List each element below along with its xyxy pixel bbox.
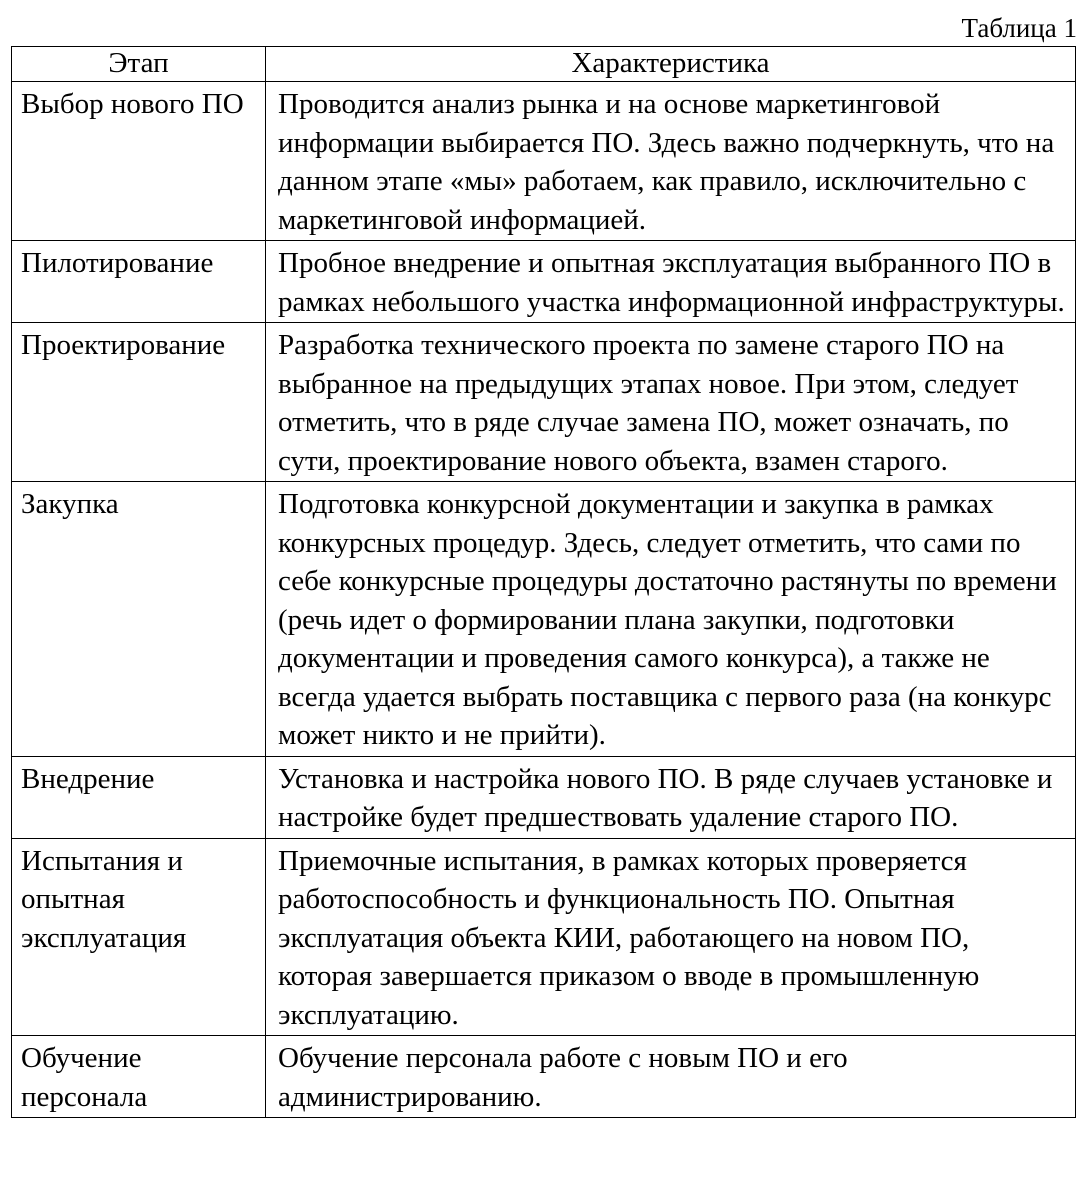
header-stage: Этап [12, 47, 266, 82]
table-caption: Таблица 1 [961, 13, 1077, 43]
characteristic-cell: Приемочные испытания, в рамках которых проверяется работоспособность и функциональность ПО. Опытная эксплуатация объекта КИИ, работающего на новом ПО, которая завершается приказом о вводе в промышленную эксплуатацию. [266, 838, 1076, 1036]
stages-table [11, 46, 1076, 1118]
table-row [12, 482, 1076, 757]
table-row [12, 756, 1076, 838]
characteristic-cell: Проводится анализ рынка и на основе маркетинговой информации выбирается ПО. Здесь важно подчеркнуть, что на данном этапе «мы» работаем, как правило, исключительно с маркетинговой информацией. [266, 82, 1076, 241]
table-row [12, 1036, 1076, 1118]
stage-cell: Закупка [12, 482, 266, 757]
stage-cell: Пилотирование [12, 241, 266, 323]
stage-cell: Проектирование [12, 323, 266, 482]
characteristic-cell: Подготовка конкурсной документации и закупка в рамках конкурсных процедур. Здесь, следует отметить, что сами по себе конкурсные процедуры достаточно растянуты по времени (речь идет о формировании плана закупки, подготовки документации и проведения самого конкурса), а также не всегда удается выбрать поставщика с первого раза (на конкурс может никто и не прийти). [266, 482, 1076, 757]
stage-cell: Внедрение [12, 756, 266, 838]
stage-cell: Испытания и опытная эксплуатация [12, 838, 266, 1036]
characteristic-cell: Обучение персонала работе с новым ПО и его администрированию. [266, 1036, 1076, 1118]
table-row [12, 82, 1076, 241]
header-characteristic: Характеристика [266, 47, 1076, 82]
stage-cell: Выбор нового ПО [12, 82, 266, 241]
stage-cell: Обучение персонала [12, 1036, 266, 1118]
table-row [12, 838, 1076, 1036]
characteristic-cell: Разработка технического проекта по замене старого ПО на выбранное на предыдущих этапах новое. При этом, следует отметить, что в ряде случае замена ПО, может означать, по сути, проектирование нового объекта, взамен старого. [266, 323, 1076, 482]
characteristic-cell: Установка и настройка нового ПО. В ряде случаев установке и настройке будет предшествовать удаление старого ПО. [266, 756, 1076, 838]
characteristic-cell: Пробное внедрение и опытная эксплуатация выбранного ПО в рамках небольшого участка информационной инфраструктуры. [266, 241, 1076, 323]
table-row [12, 241, 1076, 323]
table-header-row [12, 47, 1076, 82]
table-row [12, 323, 1076, 482]
